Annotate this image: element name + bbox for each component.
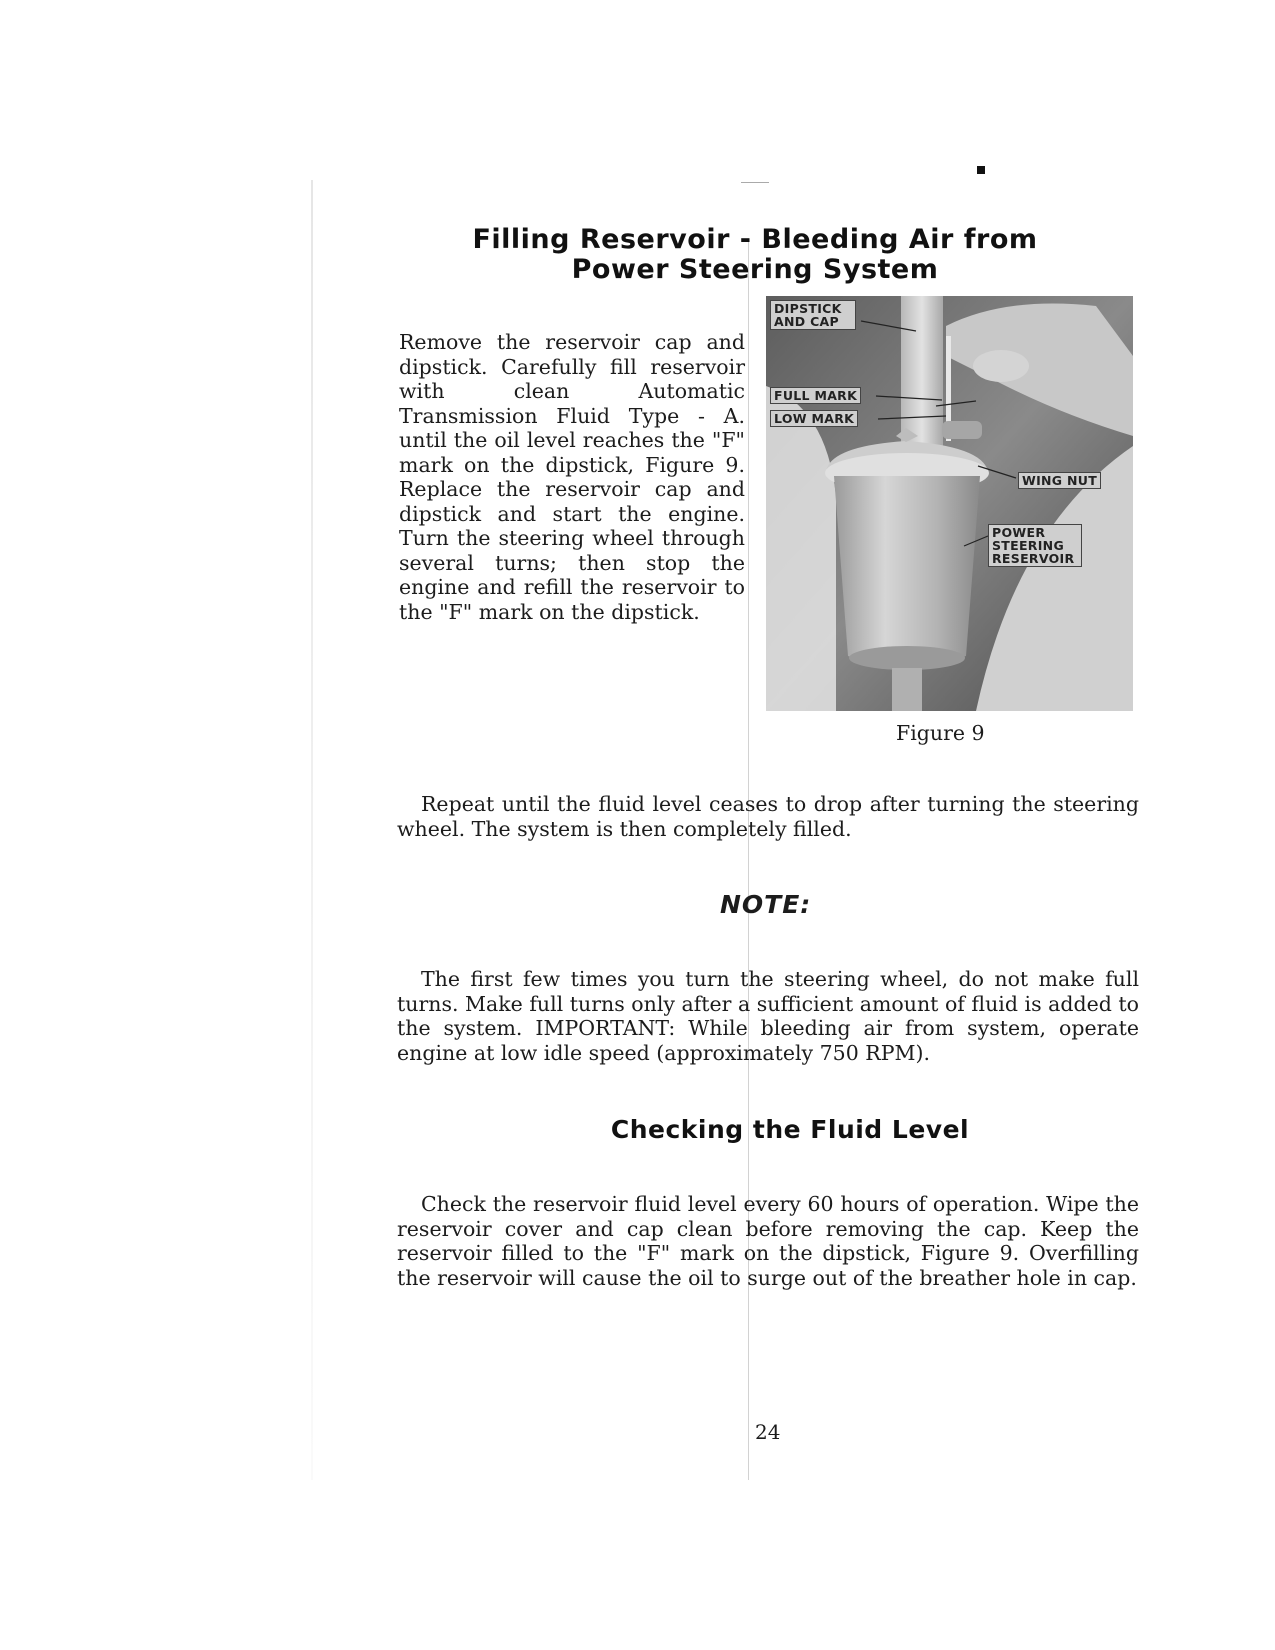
callout-full-mark: FULL MARK	[770, 387, 861, 404]
figure-9-photo	[766, 296, 1133, 711]
page-title-line-2: Power Steering System	[571, 254, 939, 285]
page-edge	[311, 180, 313, 1480]
section-title-checking-fluid-level: Checking the Fluid Level	[610, 1115, 970, 1144]
page-number: 24	[755, 1420, 781, 1444]
repeat-paragraph: Repeat until the fluid level ceases to drop after turning the steering wheel. The system is then completely filled.	[397, 792, 1139, 841]
callout-low-mark: LOW MARK	[770, 410, 858, 427]
callout-power-steering-reservoir: POWER STEERING RESERVOIR	[988, 524, 1082, 567]
page-fold-line	[748, 240, 749, 1480]
corner-mark	[977, 166, 985, 174]
callout-wing-nut: WING NUT	[1018, 472, 1101, 489]
reservoir-photo-illustration	[766, 296, 1133, 711]
page-title-line-1: Filling Reservoir - Bleeding Air from	[472, 224, 1038, 255]
note-heading: NOTE:	[720, 890, 812, 919]
note-paragraph: The first few times you turn the steering wheel, do not make full turns. Make full turns only after a sufficient amount of fluid is added to the system. IMPORTANT: While bleeding air from system, operate engine at low idle speed (approximately 750 RPM).	[397, 967, 1139, 1065]
figure-caption: Figure 9	[896, 721, 985, 745]
checking-fluid-paragraph: Check the reservoir fluid level every 60 hours of operation. Wipe the reservoir cover and cap clean before removing the cap. Keep the reservoir filled to the "F" mark on the dipstick, Figure 9. Overfilling the reservoir will cause the oil to surge out of the breather hole in cap.	[397, 1192, 1139, 1290]
callout-dipstick-and-cap: DIPSTICK AND CAP	[770, 300, 856, 330]
scan-speck	[741, 182, 769, 183]
intro-paragraph: Remove the reservoir cap and dipstick. Carefully fill reservoir with clean Automatic Transmission Fluid Type - A. until the oil level reaches the "F" mark on the dipstick, Figure 9. Replace the reservoir cap and dipstick and start the engine. Turn the steering wheel through several turns; then stop the engine and refill the reservoir to the "F" mark on the dipstick.	[399, 330, 745, 624]
